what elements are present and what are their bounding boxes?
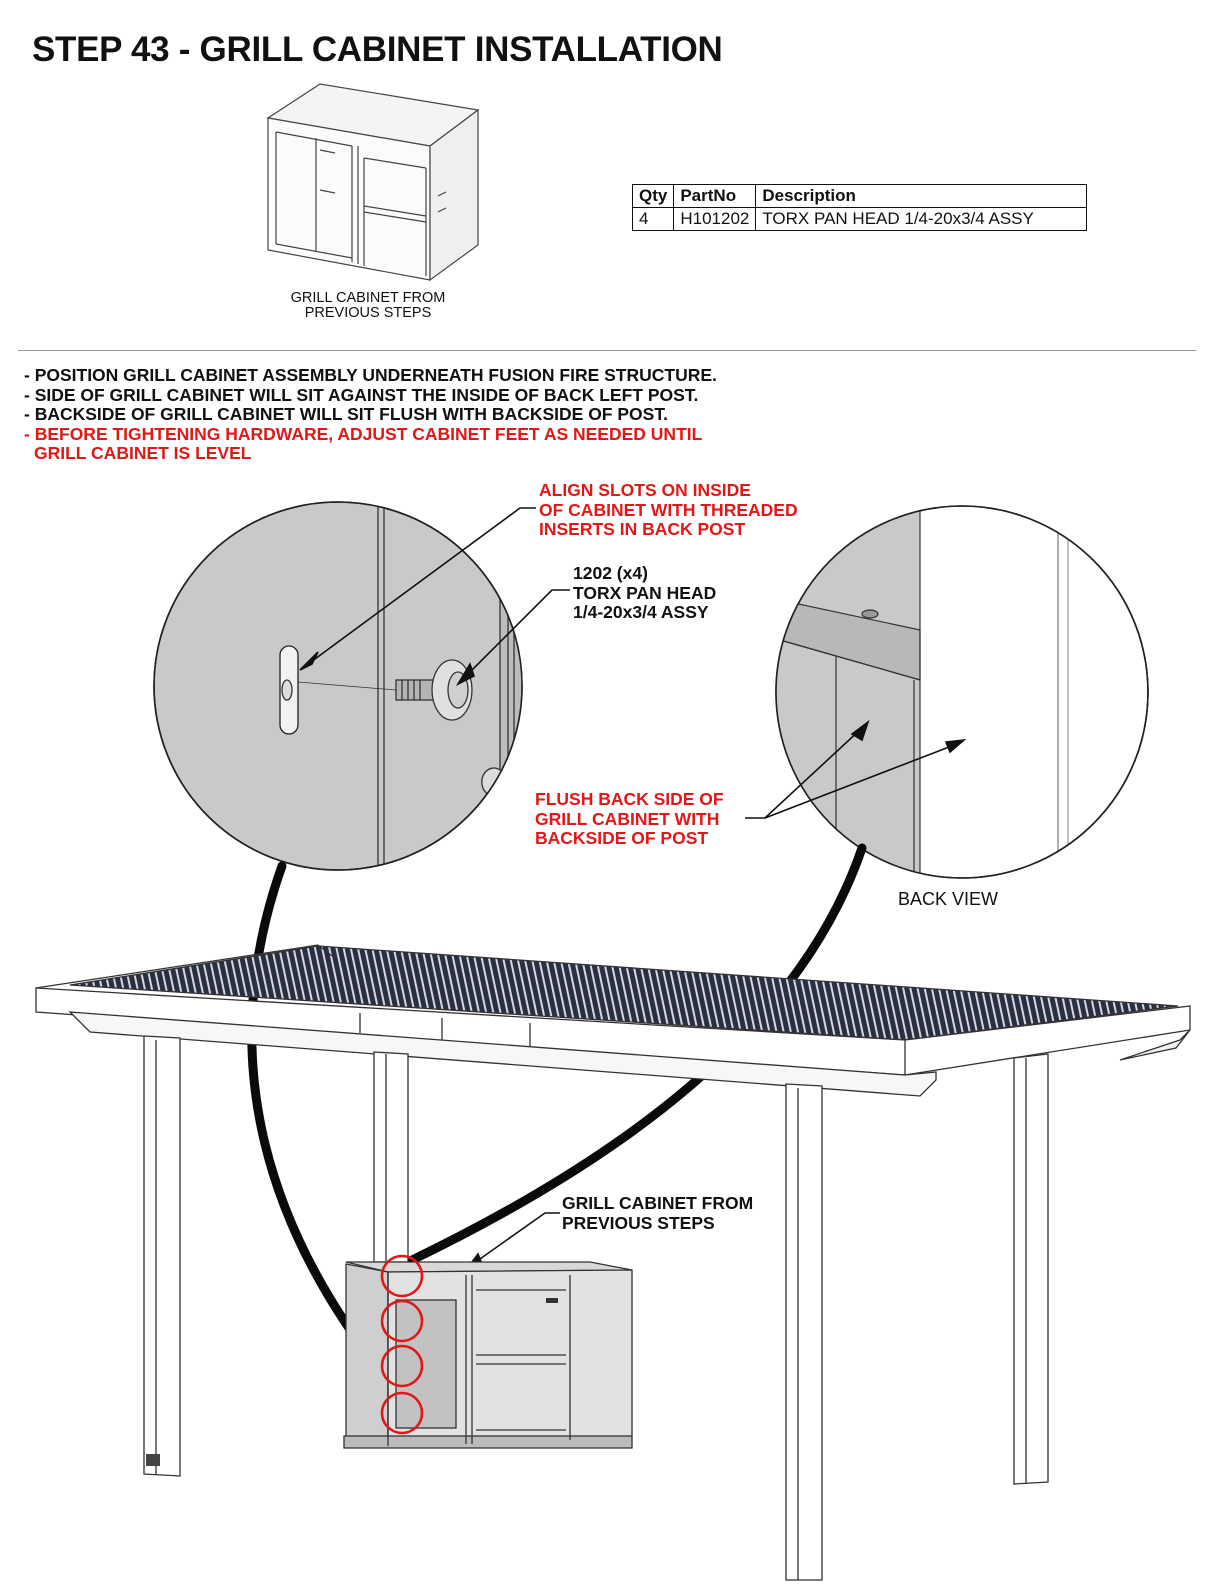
col-qty: Qty [633, 185, 674, 208]
col-partno: PartNo [674, 185, 756, 208]
cell-qty: 4 [633, 208, 674, 231]
parts-table [632, 184, 1087, 231]
detail-circle-slot-alignment [154, 490, 530, 890]
table-header-row [633, 185, 1087, 208]
section-divider [18, 350, 1196, 351]
callout-cabinet: GRILL CABINET FROM PREVIOUS STEPS [562, 1193, 754, 1233]
warning-line: GRILL CABINET IS LEVEL [34, 443, 252, 463]
instruction-line: - POSITION GRILL CABINET ASSEMBLY UNDERNEATH FUSION FIRE STRUCTURE. [24, 365, 717, 385]
instructions [24, 366, 717, 464]
callout-flush-back: FLUSH BACK SIDE OF GRILL CABINET WITH BACKSIDE OF POST [535, 789, 724, 848]
page-title: STEP 43 - GRILL CABINET INSTALLATION [32, 30, 723, 69]
table-row [633, 208, 1087, 231]
col-description: Description [756, 185, 1087, 208]
instruction-line: - SIDE OF GRILL CABINET WILL SIT AGAINST THE INSIDE OF BACK LEFT POST. [24, 384, 699, 405]
detail-circle-back-view [760, 500, 1148, 880]
callout-align-slots: ALIGN SLOTS ON INSIDE OF CABINET WITH THREADED INSERTS IN BACK POST [539, 480, 798, 539]
cell-description: TORX PAN HEAD 1/4-20x3/4 ASSY [756, 208, 1087, 231]
callout-hardware: 1202 (x4) TORX PAN HEAD 1/4-20x3/4 ASSY [573, 563, 717, 622]
back-view-label: BACK VIEW [898, 889, 999, 909]
instruction-line: - BACKSIDE OF GRILL CABINET WILL SIT FLUSH WITH BACKSIDE OF POST. [24, 404, 668, 424]
warning-line: - BEFORE TIGHTENING HARDWARE, ADJUST CABINET FEET AS NEEDED UNTIL [24, 423, 703, 444]
cell-partno: H101202 [674, 208, 756, 231]
thumbnail-caption: GRILL CABINET FROM PREVIOUS STEPS [290, 290, 446, 321]
pergola-structure [36, 945, 1190, 1580]
thumbnail-cabinet-drawing [268, 84, 478, 280]
